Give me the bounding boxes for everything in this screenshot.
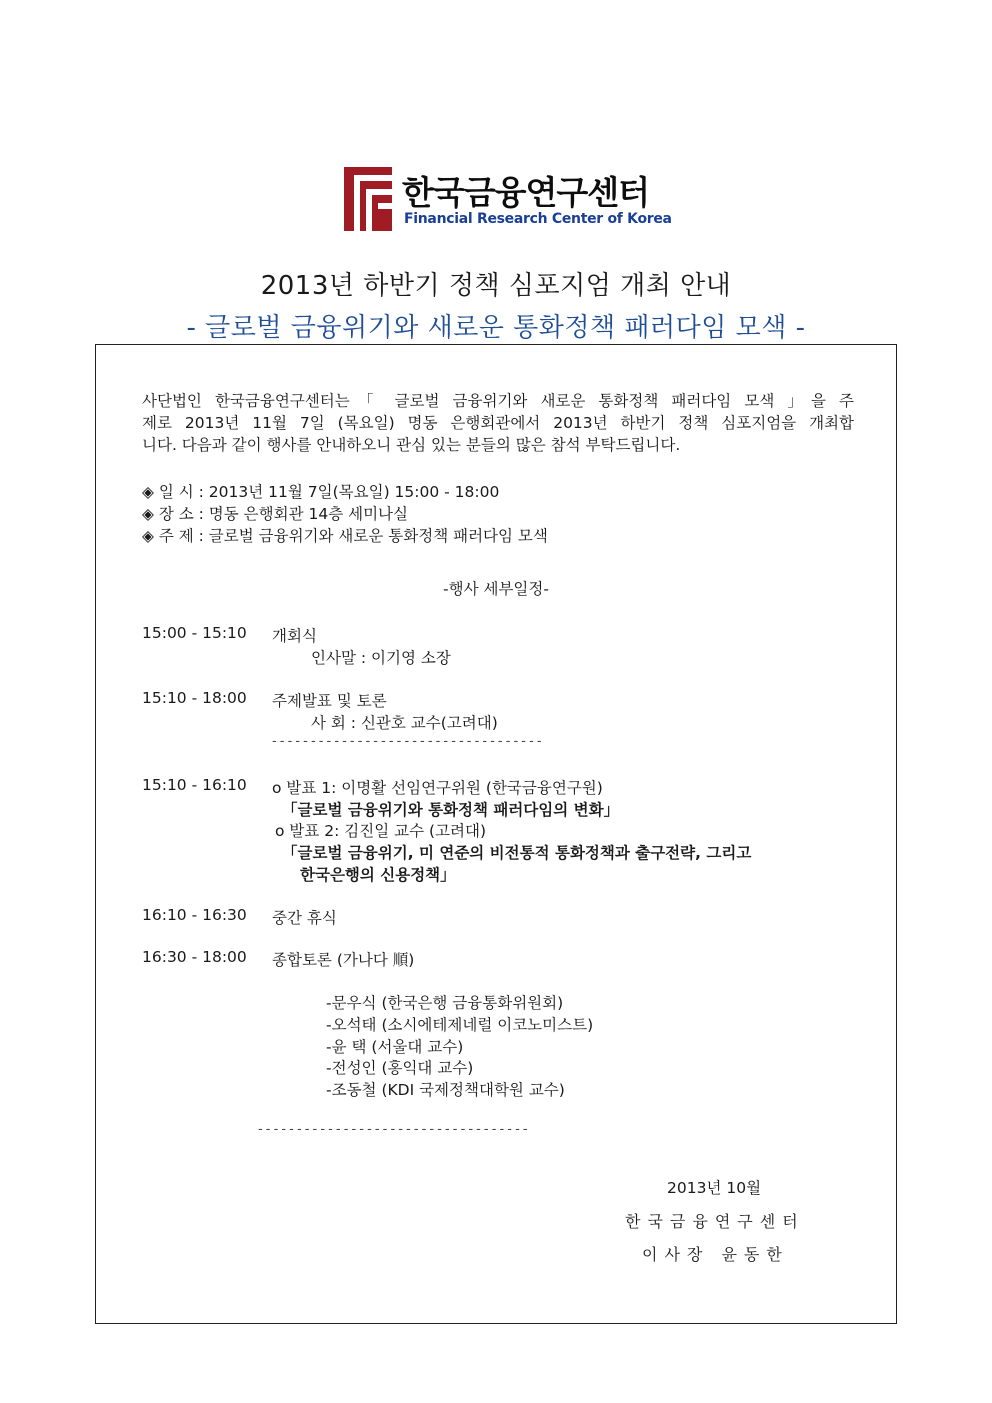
logo-mark-bar-low [378,203,392,209]
panelist: -오석태 (소시에테제네럴 이코노미스트) [326,1016,594,1034]
schedule-heading: -행사 세부일정- [443,580,549,598]
logo [344,165,672,235]
logo-mark-icon [344,167,392,231]
session-time: 15:10 - 18:00 [142,689,247,707]
panelist: -전성인 (홍익대 교수) [326,1059,474,1077]
signature-date: 2013년 10월 [667,1179,762,1197]
info-datetime: ◈ 일 시 : 2013년 11월 7일(목요일) 15:00 - 18:00 [142,483,500,501]
presentation-2-title-cont: 한국은행의 신용정책」 [300,866,456,884]
session-time: 15:10 - 16:10 [142,776,247,794]
panelist: -문우식 (한국은행 금융통화위원회) [326,994,564,1012]
info-theme: ◈ 주 제 : 글로벌 금융위기와 새로운 통화정책 패러다임 모색 [142,527,548,545]
info-place: ◈ 장 소 : 명동 은행회관 14층 세미나실 [142,505,409,523]
presentation-1-title: 「글로벌 금융위기와 통화정책 패러다임의 변화」 [282,801,620,819]
intro-paragraph [142,390,854,456]
session-title: 중간 휴식 [272,909,337,927]
session-time: 16:10 - 16:30 [142,906,247,924]
session-title: 주제발표 및 토론 [272,692,387,710]
signature-organization: 한국금융연구센터 [625,1212,805,1231]
panelist: -윤 택 (서울대 교수) [326,1038,464,1056]
presentation-2: ο 발표 2: 김진일 교수 (고려대) [275,822,487,840]
logo-korean-name: 한국금융연구센터 [402,173,650,212]
intro-line: 사단법인 한국금융연구센터는「 글로벌 금융위기와 새로운 통화정책 패러다임 모색 」을 주 [142,392,854,410]
presentation-1: ο 발표 1: 이명활 선임연구위원 (한국금융연구원) [272,779,603,797]
logo-mark-bar-left [354,175,360,231]
session-detail: 인사말 : 이기영 소장 [311,649,451,667]
intro-line: 제로 2013년 11월 7일 (목요일) 명동 은행회관에서 2013년 하반기 정책 심포지엄을 개최합 [142,414,854,432]
dashed-separator: ----------------------------------- [272,734,545,749]
presentation-2-title: 「글로벌 금융위기, 미 연준의 비전통적 통화정책과 출구전략, 그리고 [282,844,752,862]
session-title: 개회식 [272,627,317,645]
document-subtitle: - 글로벌 금융위기와 새로운 통화정책 패러다임 모색 - [186,313,806,343]
session-detail: 사 회 : 신관호 교수(고려대) [311,714,498,732]
document-title: 2013년 하반기 정책 심포지엄 개최 안내 [260,271,732,301]
session-time: 15:00 - 15:10 [142,624,247,642]
panelist: -조동철 (KDI 국제정책대학원 교수) [326,1081,565,1099]
logo-english-name: Financial Research Center of Korea [404,211,672,227]
signature-person: 이사장 윤동한 [642,1245,789,1264]
intro-line: 니다. 다음과 같이 행사를 안내하오니 관심 있는 분들의 많은 참석 부탁드립니다. [142,436,681,454]
logo-mark-bar-inner [366,189,372,231]
session-title: 종합토론 (가나다 順) [272,951,415,969]
session-time: 16:30 - 18:00 [142,948,247,966]
dashed-separator: ----------------------------------- [258,1122,531,1137]
